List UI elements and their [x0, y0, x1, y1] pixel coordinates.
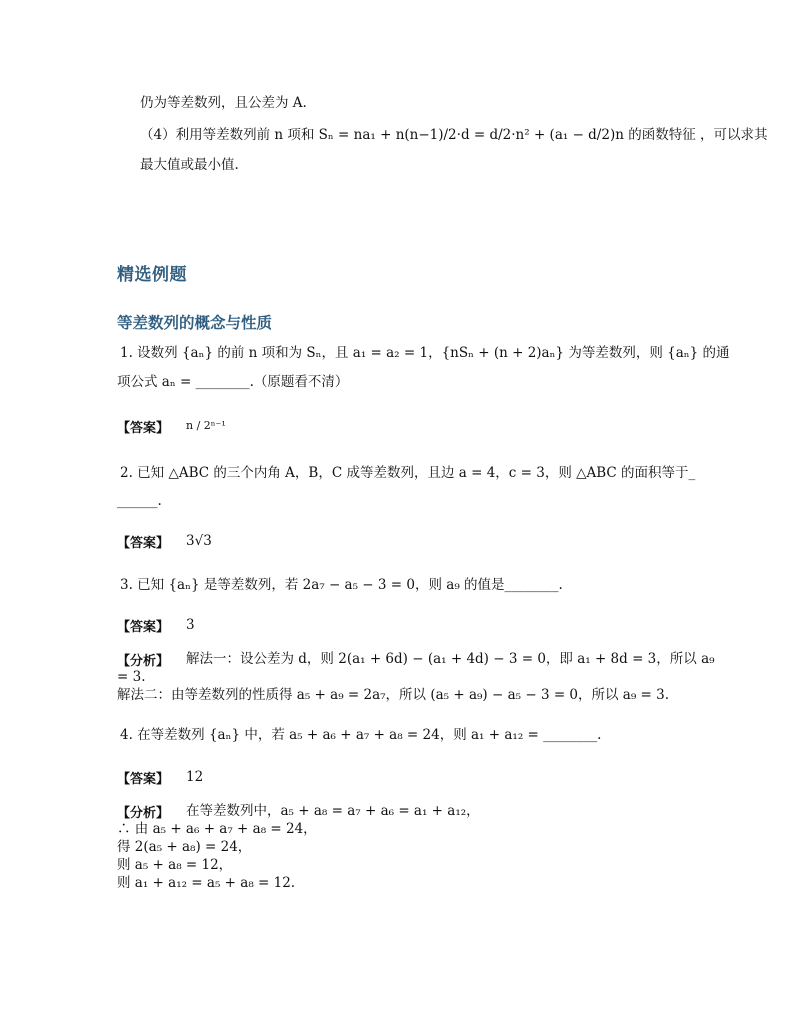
intro-line-1: 仍为等差数列，且公差为 A. — [140, 95, 307, 111]
q3-analysis-line-3: 解法二：由等差数列的性质得 a₅ + a₉ = 2a₇，所以 (a₅ + a₉) − a₅ − 3 = 0，所以 a₉ = 3. — [117, 687, 670, 703]
q4-answer: 12 — [186, 769, 204, 785]
q2-line-1: 2. 已知 △ABC 的三个内角 A，B，C 成等差数列，且边 a = 4，c = 3，则 △ABC 的面积等于_ — [120, 465, 696, 481]
q3-analysis-line-2: = 3. — [117, 669, 146, 685]
q3-answer-label: 【答案】 — [117, 620, 170, 635]
intro-line-2: （4）利用等差数列前 n 项和 Sₙ = na₁ + n(n−1)/2·d = d/2·n² + (a₁ − d/2)n 的函数特征 ，可以求其 — [140, 127, 768, 143]
q2-answer-label: 【答案】 — [117, 536, 170, 551]
q4-line-1: 4. 在等差数列 {aₙ} 中，若 a₅ + a₆ + a₇ + a₈ = 24，则 a₁ + a₁₂ = ________. — [120, 727, 602, 743]
q1-answer: n / 2ⁿ⁻¹ — [186, 419, 226, 432]
q1-line-2: 项公式 aₙ = ________.（原题看不清） — [117, 374, 349, 390]
q4-analysis-line-1: 在等差数列中，a₅ + a₈ = a₇ + a₆ = a₁ + a₁₂， — [186, 803, 480, 819]
q4-analysis-line-3: 得 2(a₅ + a₈) = 24， — [117, 839, 252, 855]
q3-line-1: 3. 已知 {aₙ} 是等差数列，若 2a₇ − a₅ − 3 = 0，则 a₉ 的值是________. — [120, 577, 563, 593]
q4-analysis-line-5: 则 a₁ + a₁₂ = a₅ + a₈ = 12. — [117, 875, 296, 891]
q1-answer-label: 【答案】 — [117, 421, 170, 436]
section-title: 精选例题 — [117, 265, 187, 285]
intro-line-3: 最大值或最小值. — [140, 157, 239, 173]
q4-analysis-line-2: ∴ 由 a₅ + a₆ + a₇ + a₈ = 24， — [117, 821, 317, 837]
q4-answer-label: 【答案】 — [117, 772, 170, 787]
subsection-title: 等差数列的概念与性质 — [117, 314, 273, 332]
q3-answer: 3 — [186, 617, 195, 633]
q3-analysis-label: 【分析】 — [117, 654, 170, 669]
q3-analysis-line-1: 解法一：设公差为 d，则 2(a₁ + 6d) − (a₁ + 4d) − 3 = 0，即 a₁ + 8d = 3，所以 a₉ — [186, 651, 715, 667]
q4-analysis-label: 【分析】 — [117, 806, 170, 821]
q2-answer: 3√3 — [186, 533, 212, 549]
q2-line-2: ______. — [117, 493, 162, 509]
q1-line-1: 1. 设数列 {aₙ} 的前 n 项和为 Sₙ，且 a₁ = a₂ = 1，{nSₙ + (n + 2)aₙ} 为等差数列，则 {aₙ} 的通 — [120, 345, 730, 361]
q4-analysis-line-4: 则 a₅ + a₈ = 12， — [117, 857, 233, 873]
